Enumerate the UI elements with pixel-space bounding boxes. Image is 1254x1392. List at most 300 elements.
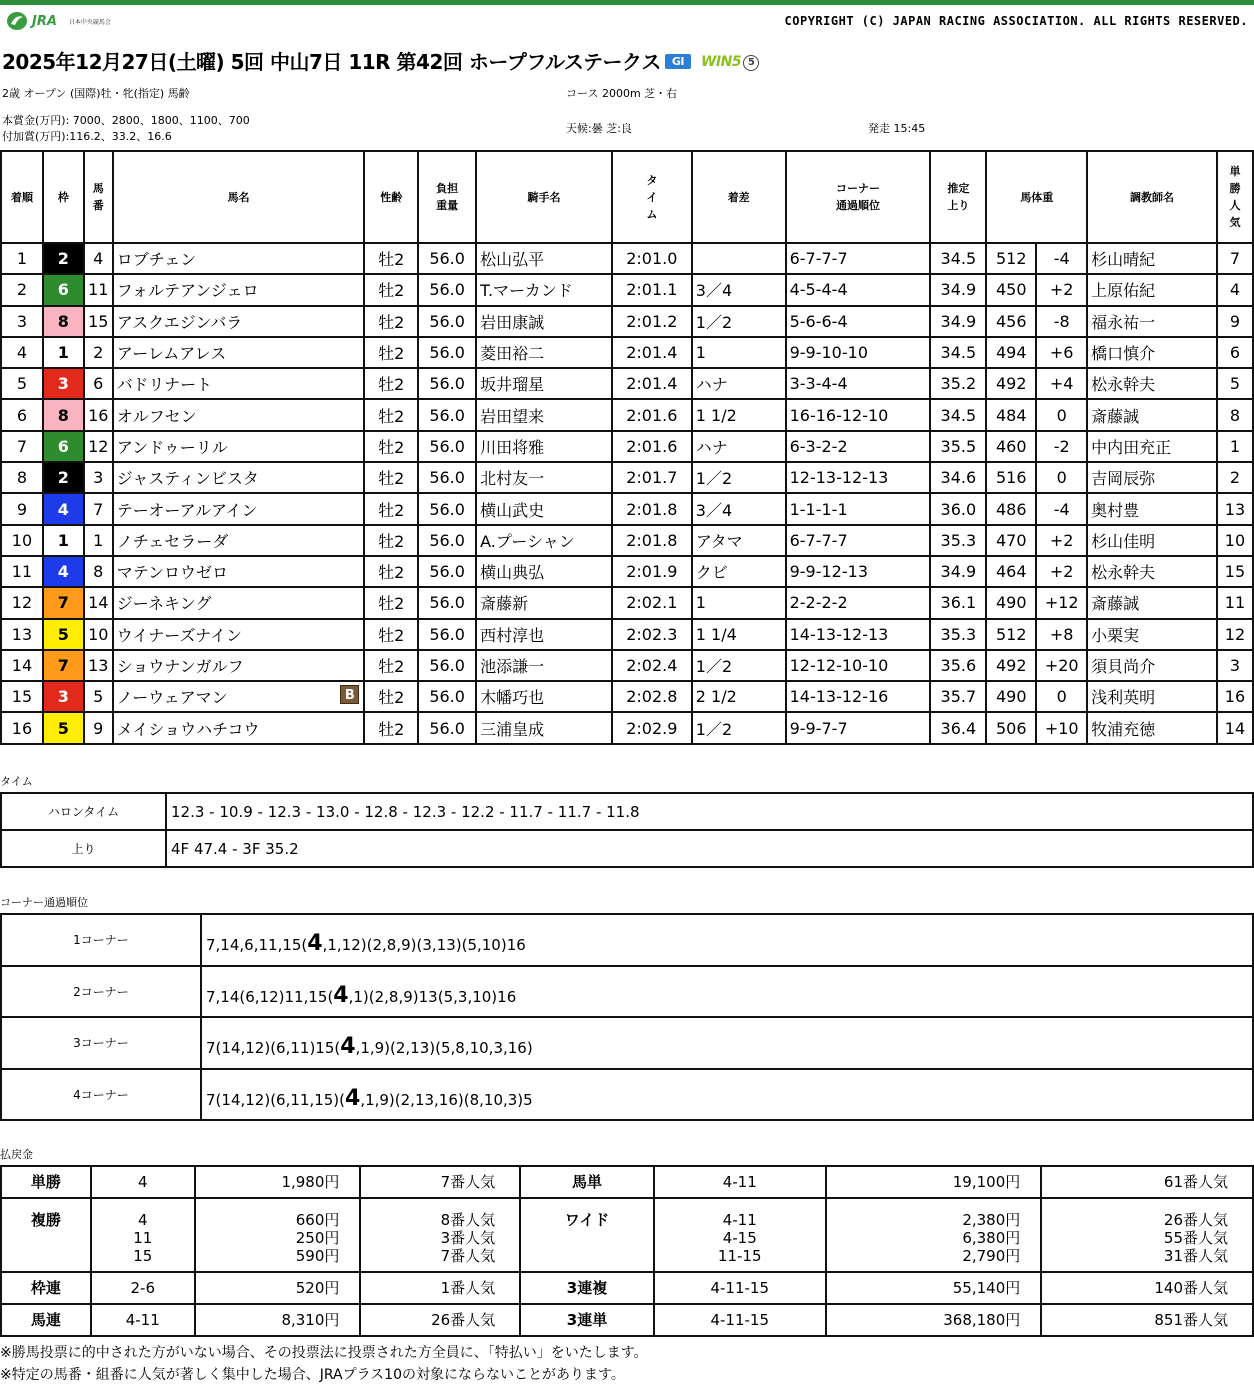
body-weight-diff-cell xyxy=(1036,274,1087,305)
horse-number-cell-text: 2 xyxy=(93,343,104,363)
horse-name-cell-text: ジーネキング xyxy=(116,594,212,614)
time-cell-text: 2:01.6 xyxy=(626,436,678,456)
wakuren-pop: 1番人気 xyxy=(360,1272,520,1304)
waku-cell xyxy=(43,306,84,337)
fukusho-pop-2: 3番人気 xyxy=(440,1229,496,1247)
jockey-cell xyxy=(476,431,612,462)
sexage-cell xyxy=(364,306,418,337)
body-weight-cell-text: 484 xyxy=(996,405,1027,425)
last3f-cell-text: 34.5 xyxy=(940,343,977,363)
weight-cell xyxy=(418,306,476,337)
jockey-cell xyxy=(476,712,612,743)
horse-name-cell[interactable] xyxy=(113,681,365,712)
corner-order-cell-text: 5-6-6-4 xyxy=(789,311,848,331)
waku-cell xyxy=(43,493,84,524)
body-weight-diff-cell xyxy=(1036,368,1087,399)
weight-cell xyxy=(418,712,476,743)
horse-number-cell-text: 8 xyxy=(93,562,104,582)
time-cell-text: 2:01.8 xyxy=(626,499,678,519)
horse-name-cell[interactable] xyxy=(113,712,365,743)
corner-order xyxy=(201,914,1253,966)
sexage-cell-text: 牡2 xyxy=(378,531,405,551)
horse-name-cell[interactable] xyxy=(113,337,365,368)
horse-name-cell[interactable] xyxy=(113,493,365,524)
margin-cell xyxy=(692,619,786,650)
horse-name-cell-text: アンドゥーリル xyxy=(116,437,228,457)
sexage-cell xyxy=(364,587,418,618)
trainer-cell xyxy=(1087,712,1217,743)
horse-name-cell[interactable] xyxy=(113,587,365,618)
popularity-cell-text: 11 xyxy=(1224,593,1246,613)
horse-name-cell[interactable] xyxy=(113,243,365,274)
time-cell xyxy=(612,587,692,618)
corner-body xyxy=(1,914,1253,1120)
weight-cell-text: 56.0 xyxy=(429,687,465,707)
result-row xyxy=(1,368,1253,399)
margin-cell xyxy=(692,368,786,399)
horse-name-cell-text: テーオーアルアイン xyxy=(116,500,258,520)
last3f-cell xyxy=(930,619,986,650)
last3f-cell xyxy=(930,306,986,337)
weight-cell-text: 56.0 xyxy=(429,593,465,613)
body-weight-diff-cell-text: +6 xyxy=(1049,343,1074,363)
body-weight-diff-cell xyxy=(1036,493,1087,524)
margin-cell-text: クビ xyxy=(695,563,728,583)
waku-cell xyxy=(43,337,84,368)
time-cell-text: 2:02.8 xyxy=(626,687,678,707)
sanrentan-combo: 4-11-15 xyxy=(654,1304,826,1336)
body-weight-cell xyxy=(986,243,1036,274)
corner-order-text: ,1,9)(2,13,16)(8,10,3)5 xyxy=(360,1090,533,1109)
last3f-cell-text: 35.6 xyxy=(940,656,977,675)
horse-number-cell-text: 6 xyxy=(93,374,104,394)
jockey-cell-text: 横山典弘 xyxy=(480,563,545,583)
body-weight-cell xyxy=(986,681,1036,712)
horse-number-cell-text: 12 xyxy=(88,436,109,456)
body-weight-cell xyxy=(986,431,1036,462)
rank-cell xyxy=(1,462,43,493)
margin-cell-text: 1 xyxy=(695,343,706,363)
sexage-cell xyxy=(364,619,418,650)
sexage-cell xyxy=(364,712,418,743)
time-cell-text: 2:02.3 xyxy=(626,624,678,644)
horse-name-cell[interactable] xyxy=(113,525,365,556)
rank-cell-text: 3 xyxy=(16,311,28,331)
corner-order-cell xyxy=(786,650,931,681)
time-cell xyxy=(612,650,692,681)
horse-number-cell-text: 1 xyxy=(93,530,104,550)
corner-order-cell-text: 9-9-10-10 xyxy=(789,343,868,363)
rank-cell xyxy=(1,619,43,650)
trainer-cell xyxy=(1087,399,1217,430)
body-weight-diff-cell-text: 0 xyxy=(1056,687,1067,707)
horse-name-cell[interactable] xyxy=(113,306,365,337)
header-pop-text: 単勝人気 xyxy=(1229,165,1241,229)
grade-badge: GI xyxy=(665,54,691,69)
jockey-cell-text: 坂井瑠星 xyxy=(480,375,545,395)
rank-cell-text: 6 xyxy=(16,405,28,425)
rank-cell-text: 2 xyxy=(16,280,28,300)
waku-cell-text: 7 xyxy=(57,656,69,675)
weight-cell xyxy=(418,650,476,681)
horse-number-cell-text: 14 xyxy=(88,593,109,613)
result-row xyxy=(1,650,1253,681)
weight-cell-text: 56.0 xyxy=(429,374,465,394)
popularity-cell xyxy=(1217,399,1253,430)
result-row xyxy=(1,431,1253,462)
wide-pop-2: 55番人気 xyxy=(1163,1229,1228,1247)
horse-name-cell-text: メイショウハチコウ xyxy=(116,719,260,739)
jockey-cell-text: 三浦皇成 xyxy=(480,719,545,739)
halon-row xyxy=(1,793,1253,830)
margin-cell-text: アタマ xyxy=(695,531,743,551)
popularity-cell xyxy=(1217,525,1253,556)
rank-cell xyxy=(1,493,43,524)
time-table xyxy=(0,792,1254,868)
last3f-cell xyxy=(930,274,986,305)
header-corner-text: コーナー通過順位 xyxy=(836,182,880,212)
corner-order-text: 7(14,12)(6,11)15( xyxy=(206,1039,341,1058)
horse-name-cell-text: ロブチェン xyxy=(116,250,197,270)
weight-cell-text: 56.0 xyxy=(429,530,465,550)
wide-combo-3: 11-15 xyxy=(717,1247,762,1265)
umaren-pop: 26番人気 xyxy=(360,1304,520,1336)
horse-name-cell-text: ショウナンガルフ xyxy=(116,657,244,676)
rank-cell xyxy=(1,243,43,274)
header-trainer: 調教師名 xyxy=(1087,151,1217,243)
header-corner xyxy=(786,151,931,243)
margin-cell xyxy=(692,274,786,305)
sexage-cell-text: 牡2 xyxy=(378,406,405,426)
corner-order xyxy=(201,1017,1253,1069)
header-sexage: 性齢 xyxy=(364,151,418,243)
body-weight-diff-cell xyxy=(1036,306,1087,337)
corner-order xyxy=(201,966,1253,1018)
horse-number-cell-text: 9 xyxy=(93,718,104,738)
body-weight-cell-text: 456 xyxy=(996,311,1027,331)
time-cell xyxy=(612,556,692,587)
popularity-cell xyxy=(1217,368,1253,399)
waku-cell xyxy=(43,681,84,712)
horse-number-cell xyxy=(84,650,113,681)
time-cell-text: 2:01.1 xyxy=(626,280,678,300)
fukusho-amount-3: 590円 xyxy=(295,1247,340,1265)
header-last3f xyxy=(930,151,986,243)
header-jockey: 騎手名 xyxy=(476,151,612,243)
waku-cell-text: 1 xyxy=(57,343,69,363)
trainer-cell-text: 松永幹夫 xyxy=(1091,563,1156,583)
trainer-cell xyxy=(1087,431,1217,462)
waku-cell-text: 5 xyxy=(57,718,69,738)
last3f-cell xyxy=(930,243,986,274)
margin-cell xyxy=(692,681,786,712)
popularity-cell-text: 13 xyxy=(1224,499,1246,519)
corner-winner-highlight: 4 xyxy=(345,1085,361,1111)
jockey-cell xyxy=(476,368,612,399)
trainer-cell-text: 杉山佳明 xyxy=(1091,531,1156,551)
horse-number-cell xyxy=(84,399,113,430)
wide-combos xyxy=(654,1198,826,1272)
race-course: コース 2000m 芝・右 xyxy=(566,87,678,100)
sexage-cell xyxy=(364,493,418,524)
body-weight-cell-text: 512 xyxy=(996,624,1027,644)
jockey-cell-text: 西村淳也 xyxy=(480,625,545,645)
horse-name-cell[interactable] xyxy=(113,650,365,681)
popularity-cell-text: 1 xyxy=(1229,436,1241,456)
body-weight-cell-text: 470 xyxy=(996,530,1027,550)
waku-cell-text: 8 xyxy=(57,405,69,425)
jockey-cell-text: 菱田裕二 xyxy=(480,344,545,364)
weight-cell-text: 56.0 xyxy=(429,311,465,331)
rank-cell xyxy=(1,587,43,618)
header-time-text: タイム xyxy=(646,173,658,221)
time-cell xyxy=(612,337,692,368)
jockey-cell xyxy=(476,337,612,368)
popularity-cell xyxy=(1217,431,1253,462)
horse-name-cell[interactable] xyxy=(113,431,365,462)
body-weight-diff-cell xyxy=(1036,650,1087,681)
prize-extra: 付加賞(万円):116.2、33.2、16.6 xyxy=(2,130,172,143)
jockey-cell-text: T.マーカンド xyxy=(480,281,573,301)
corner-order-cell-text: 14-13-12-16 xyxy=(789,687,889,707)
weight-cell xyxy=(418,493,476,524)
horse-name-cell[interactable] xyxy=(113,274,365,305)
payout-row-tansho xyxy=(1,1166,1253,1198)
waku-cell xyxy=(43,556,84,587)
waku-cell-text: 4 xyxy=(57,499,69,519)
last3f-cell xyxy=(930,431,986,462)
last3f-cell xyxy=(930,493,986,524)
popularity-cell xyxy=(1217,681,1253,712)
rank-cell xyxy=(1,681,43,712)
prize-main: 本賞金(万円): 7000、2800、1800、1100、700 xyxy=(2,114,250,127)
jockey-cell-text: 北村友一 xyxy=(480,469,545,489)
trainer-cell-text: 中内田充正 xyxy=(1091,437,1172,457)
wakuren-label: 枠連 xyxy=(1,1272,91,1304)
horse-number-cell xyxy=(84,556,113,587)
body-weight-cell-text: 464 xyxy=(996,562,1027,582)
jockey-cell-text: 横山武史 xyxy=(480,500,545,520)
corner-label: 4コーナー xyxy=(1,1069,201,1121)
corner-order-cell xyxy=(786,712,931,743)
margin-cell-text: 3／4 xyxy=(695,500,733,520)
body-weight-cell-text: 490 xyxy=(996,593,1027,613)
rank-cell-text: 8 xyxy=(16,468,28,488)
sexage-cell-text: 牡2 xyxy=(378,250,405,270)
result-row xyxy=(1,274,1253,305)
result-row xyxy=(1,399,1253,430)
time-cell xyxy=(612,681,692,712)
umatan-pop: 61番人気 xyxy=(1041,1166,1253,1198)
start-time: 発走 15:45 xyxy=(868,122,926,135)
weight-cell xyxy=(418,399,476,430)
result-row xyxy=(1,587,1253,618)
popularity-cell xyxy=(1217,650,1253,681)
body-weight-diff-cell xyxy=(1036,619,1087,650)
corner-order-text: ,1)(2,8,9)13(5,3,10)16 xyxy=(348,987,517,1006)
win5-label: WIN5 xyxy=(700,54,742,70)
horse-name-cell[interactable] xyxy=(113,399,365,430)
win5-icon xyxy=(701,54,759,71)
weight-cell xyxy=(418,337,476,368)
trainer-cell xyxy=(1087,525,1217,556)
result-row xyxy=(1,306,1253,337)
payout-table xyxy=(0,1165,1254,1337)
horse-name-cell[interactable] xyxy=(113,368,365,399)
time-cell xyxy=(612,274,692,305)
horse-number-cell xyxy=(84,619,113,650)
horse-name-cell[interactable] xyxy=(113,462,365,493)
body-weight-cell-text: 492 xyxy=(996,656,1027,675)
corner-order-cell-text: 4-5-4-4 xyxy=(789,280,848,300)
result-row xyxy=(1,712,1253,743)
last3f-cell-text: 34.5 xyxy=(940,405,977,425)
horse-name-cell[interactable] xyxy=(113,556,365,587)
corner-order-cell xyxy=(786,493,931,524)
weight-cell-text: 56.0 xyxy=(429,499,465,519)
time-cell-text: 2:01.8 xyxy=(626,530,678,550)
weight-cell xyxy=(418,681,476,712)
wide-label: ワイド xyxy=(520,1198,654,1272)
header-weight-text: 負担重量 xyxy=(436,182,459,212)
horse-name-cell[interactable] xyxy=(113,619,365,650)
trainer-cell-text: 松永幹夫 xyxy=(1091,375,1156,395)
last3f-cell xyxy=(930,337,986,368)
jockey-cell xyxy=(476,525,612,556)
last3f-cell-text: 35.5 xyxy=(940,436,977,456)
header-margin: 着差 xyxy=(692,151,786,243)
corner-order-cell-text: 12-12-10-10 xyxy=(789,656,889,675)
jra-logo-icon xyxy=(6,11,28,31)
trainer-cell xyxy=(1087,274,1217,305)
body-weight-cell xyxy=(986,525,1036,556)
trainer-cell-text: 橋口慎介 xyxy=(1091,344,1156,364)
body-weight-diff-cell xyxy=(1036,525,1087,556)
last3f-cell-text: 35.3 xyxy=(940,530,977,550)
copyright-notice: COPYRIGHT (C) JAPAN RACING ASSOCIATION. ALL RIGHTS RESERVED. xyxy=(784,14,1248,28)
waku-cell xyxy=(43,243,84,274)
wakuren-amount: 520円 xyxy=(195,1272,361,1304)
jockey-cell-text: 池添謙一 xyxy=(480,657,545,676)
time-cell-text: 2:01.7 xyxy=(626,468,678,488)
waku-cell xyxy=(43,274,84,305)
rank-cell xyxy=(1,712,43,743)
sexage-cell xyxy=(364,681,418,712)
jockey-cell xyxy=(476,556,612,587)
body-weight-diff-cell xyxy=(1036,399,1087,430)
body-weight-cell-text: 460 xyxy=(996,436,1027,456)
jockey-cell xyxy=(476,274,612,305)
body-weight-diff-cell xyxy=(1036,243,1087,274)
margin-cell-text: 1 1/4 xyxy=(695,624,737,644)
rank-cell xyxy=(1,274,43,305)
umatan-label: 馬単 xyxy=(520,1166,654,1198)
fukusho-amount-2: 250円 xyxy=(295,1229,340,1247)
fukusho-pop-1: 8番人気 xyxy=(440,1211,496,1229)
result-row xyxy=(1,462,1253,493)
popularity-cell-text: 12 xyxy=(1224,624,1246,644)
corner-order-cell-text: 3-3-4-4 xyxy=(789,374,848,394)
jockey-cell xyxy=(476,681,612,712)
horse-number-cell-text: 13 xyxy=(88,656,109,675)
jockey-cell-text: 川田将雅 xyxy=(480,437,545,457)
sanrentan-label: 3連単 xyxy=(520,1304,654,1336)
time-cell-text: 2:01.9 xyxy=(626,562,678,582)
time-cell xyxy=(612,525,692,556)
margin-cell xyxy=(692,337,786,368)
last3f-cell xyxy=(930,650,986,681)
trainer-cell-text: 須貝尚介 xyxy=(1091,657,1156,676)
corner-order-text: 7(14,12)(6,11,15)( xyxy=(206,1090,345,1109)
waku-cell-text: 7 xyxy=(57,593,69,613)
rank-cell-text: 9 xyxy=(16,499,28,519)
rank-cell xyxy=(1,399,43,430)
jra-logo[interactable] xyxy=(6,10,111,32)
win5-number: 5 xyxy=(743,55,759,71)
halon-value: 12.3 - 10.9 - 12.3 - 13.0 - 12.8 - 12.3 - 12.2 - 11.7 - 11.7 - 11.8 xyxy=(166,793,1253,830)
corner-order xyxy=(201,1069,1253,1121)
body-weight-diff-cell-text: -4 xyxy=(1053,499,1070,519)
fukusho-combo-2: 11 xyxy=(133,1229,153,1247)
jockey-cell xyxy=(476,493,612,524)
umaren-combo: 4-11 xyxy=(91,1304,195,1336)
weight-cell xyxy=(418,619,476,650)
popularity-cell-text: 7 xyxy=(1229,249,1241,269)
sexage-cell-text: 牡2 xyxy=(378,500,405,520)
blinker-icon: B xyxy=(340,685,359,704)
horse-number-cell-text: 5 xyxy=(93,687,104,707)
body-weight-cell xyxy=(986,337,1036,368)
trainer-cell-text: 浅利英明 xyxy=(1091,688,1156,708)
time-cell-text: 2:02.9 xyxy=(626,718,678,738)
weight-cell-text: 56.0 xyxy=(429,624,465,644)
waku-cell-text: 4 xyxy=(57,562,69,582)
time-cell xyxy=(612,243,692,274)
corner-row xyxy=(1,1017,1253,1069)
tansho-amount: 1,980円 xyxy=(195,1166,361,1198)
corner-order-cell-text: 9-9-12-13 xyxy=(789,562,868,582)
sexage-cell-text: 牡2 xyxy=(378,719,405,739)
sexage-cell-text: 牡2 xyxy=(378,312,405,332)
header-last3f-text: 推定上り xyxy=(947,182,970,212)
popularity-cell-text: 15 xyxy=(1224,562,1246,582)
fukusho-pops xyxy=(360,1198,520,1272)
sexage-cell-text: 牡2 xyxy=(378,344,405,364)
body-weight-diff-cell-text: 0 xyxy=(1056,468,1067,488)
rank-cell xyxy=(1,337,43,368)
weight-cell-text: 56.0 xyxy=(429,718,465,738)
body-weight-cell xyxy=(986,493,1036,524)
sexage-cell-text: 牡2 xyxy=(378,281,405,301)
header-num-text: 馬番 xyxy=(92,182,104,212)
body-weight-cell xyxy=(986,399,1036,430)
time-cell-text: 2:01.6 xyxy=(626,405,678,425)
popularity-cell xyxy=(1217,712,1253,743)
rank-cell xyxy=(1,431,43,462)
corner-order-cell-text: 16-16-12-10 xyxy=(789,405,889,425)
trainer-cell-text: 斎藤誠 xyxy=(1091,594,1140,614)
rank-cell xyxy=(1,306,43,337)
sanrentan-amount: 368,180円 xyxy=(826,1304,1042,1336)
corner-label: 3コーナー xyxy=(1,1017,201,1069)
corner-order-cell-text: 9-9-7-7 xyxy=(789,718,848,738)
body-weight-diff-cell-text: +2 xyxy=(1049,280,1074,300)
wide-pop-3: 31番人気 xyxy=(1163,1247,1228,1265)
trainer-cell-text: 牧浦充徳 xyxy=(1091,719,1156,739)
body-weight-cell-text: 512 xyxy=(996,249,1027,269)
body-weight-cell xyxy=(986,650,1036,681)
body-weight-cell-text: 516 xyxy=(996,468,1027,488)
